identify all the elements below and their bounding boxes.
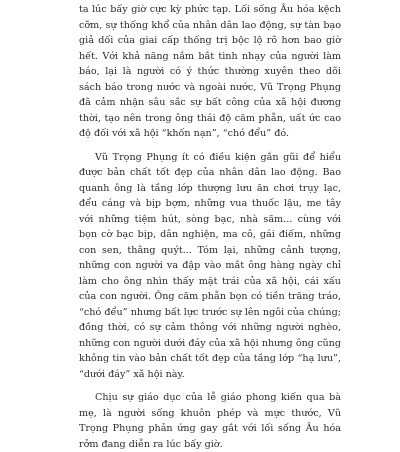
body-text [79, 2, 341, 452]
paragraph-1: ta lúc bấy giờ cực kỳ phức tạp. Lối sống Âu hóa kệch cỡm, sự thống khổ của nhân dân lao động, sự tàn bạo giả dối của giai cấp thống trị bộc lộ rõ hơn bao giờ hết. Với khả năng nắm bắt tinh nhạy của người làm báo, lại là người có ý thức thường xuyên theo dõi sách báo trong nước và ngoài nước, Vũ Trọng Phụng đã cảm nhận sâu sắc sự bất công của xã hội đương thời, tạo nên trong ông thái độ căm phẫn, uất ức cao độ đối với xã hội “khốn nạn”, “chó đểu” đó. [79, 4, 341, 139]
paragraph-3: Chịu sự giáo dục của lễ giáo phong kiến qua bà mẹ, là người sống khuôn phép và mực thước, Vũ Trọng Phụng phản ứng gay gắt với lối sống Âu hóa rởm đang diễn ra lúc bấy giờ. [79, 392, 341, 450]
paragraph-2: Vũ Trọng Phụng ít có điều kiện gắn gũi để hiểu được bản chất tốt đẹp của nhân dân lao động. Bao quanh ông là tầng lớp thượng lưu ăn chơi trụy lạc, đểu cáng và bịp bợm, những vua thuốc lậu, me tây với những tiệm hút, sòng bạc, nhà săm... cùng với bọn cờ bạc bịp, dân nghiện, ma cô, gái điếm, những con sen, thằng quýt... Tóm lại, những cảnh tượng, những con người va đập vào mắt ông hàng ngày chỉ làm cho ông nhìn thấy mặt trái của xã hội, cái xấu của con người. Ông căm phẫn bọn có tiền trăng tráo, “chó đểu” nhưng bất lực trước sự lên ngôi của chúng; đồng thời, có sự cảm thông với những người nghèo, những con người dưới đáy của xã hội nhưng ông cũng không tin vào bản chất tốt đẹp của tầng lớp “hạ lưu”, “dưới đáy” xã hội này. [79, 151, 341, 380]
